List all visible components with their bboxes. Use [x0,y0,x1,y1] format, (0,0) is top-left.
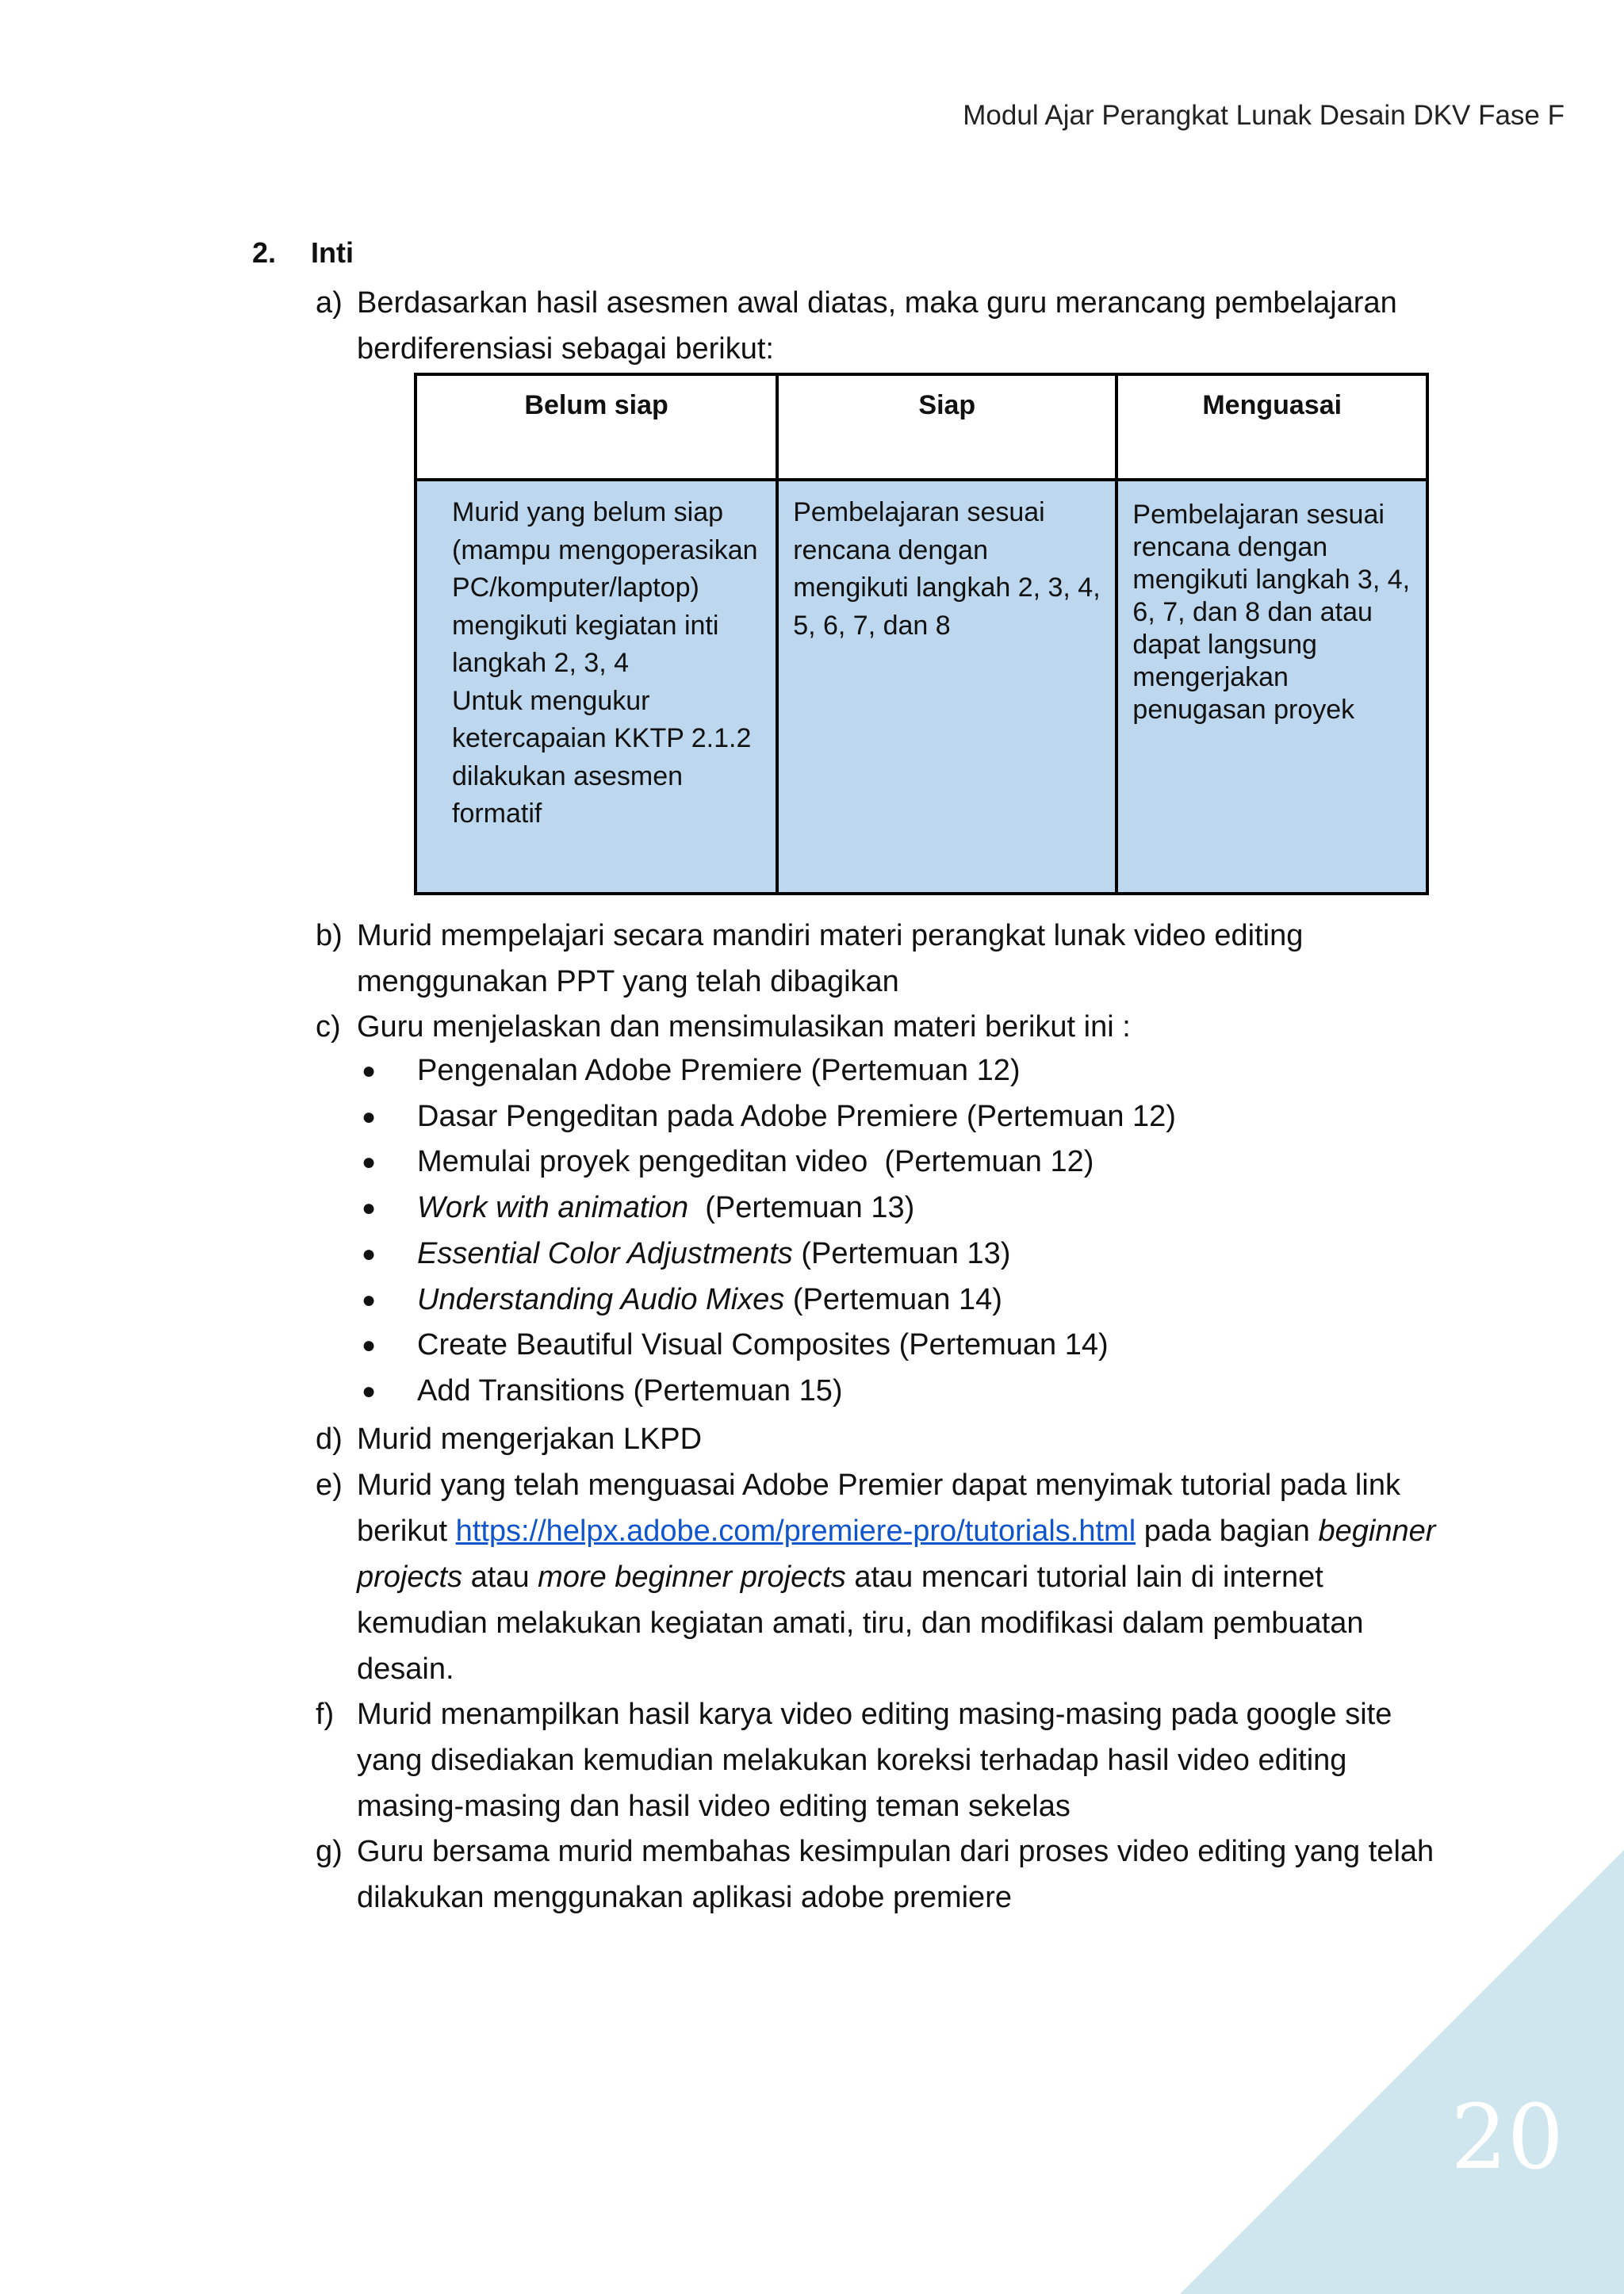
item-g [316,1829,1442,1921]
header-title: Modul Ajar Perangkat Lunak Desain DKV Fase F [963,100,1565,131]
list-item: ● Memulai proyek pengeditan video (Pertemuan 12) [357,1139,1176,1185]
item-a [316,280,1442,372]
bullet-icon: ● [362,1149,377,1176]
item-text: Guru menjelaskan dan mensimulasikan materi berikut ini : [357,1010,1131,1044]
item-letter: g) [316,1835,343,1868]
list-item: ● Essential Color Adjustments (Pertemuan 13) [357,1231,1176,1277]
item-letter: c) [316,1010,341,1044]
item-letter: a) [316,286,343,320]
cell-belum-siap: Murid yang belum siap (mampu mengoperasikan PC/komputer/laptop) mengikuti kegiatan inti langkah 2, 3, 4 Untuk mengukur ketercapaian KKTP 2.1.2 dilakukan asesmen formatif [416,480,777,894]
tutorial-link[interactable]: https://helpx.adobe.com/premiere-pro/tutorials.html [455,1515,1136,1548]
table-row [416,480,1427,894]
bullet-icon: ● [362,1195,377,1222]
item-text: Guru bersama murid membahas kesimpulan dari proses video editing yang telah dilakukan menggunakan aplikasi adobe premiere [357,1835,1434,1914]
table-header-row [416,374,1427,480]
differentiation-table [414,373,1429,895]
header-belum-siap: Belum siap [416,374,777,480]
item-letter: f) [316,1698,335,1731]
header-menguasai: Menguasai [1116,374,1427,480]
item-text: Murid mengerjakan LKPD [357,1423,703,1456]
bullet-icon: ● [362,1286,377,1313]
section-heading [252,236,354,270]
list-item: ● Create Beautiful Visual Composites (Pertemuan 14) [357,1323,1176,1369]
item-d [316,1416,1442,1462]
list-item: ● Work with animation (Pertemuan 13) [357,1185,1176,1231]
list-item: ● Pengenalan Adobe Premiere (Pertemuan 12) [357,1048,1176,1094]
cell-siap: Pembelajaran sesuai rencana dengan mengikuti langkah 2, 3, 4, 5, 6, 7, dan 8 [777,480,1116,894]
section-title: Inti [311,236,354,269]
bullet-icon: ● [362,1332,377,1359]
header-siap: Siap [777,374,1116,480]
bullet-icon: ● [362,1058,377,1084]
item-text: Murid yang telah menguasai Adobe Premier dapat menyimak tutorial pada link berikut https://helpx.adobe.com/premiere-pro/tutorials.html pada bagian beginner projects atau more beginner projects atau mencari tutorial lain di internet kemudian melakukan kegiatan amati, tiru, dan modifikasi dalam pembuatan desain. [357,1469,1436,1686]
cell-menguasai: Pembelajaran sesuai rencana dengan mengikuti langkah 3, 4, 6, 7, dan 8 dan atau dapat langsung mengerjakan penugasan proyek [1116,480,1427,894]
item-b [316,913,1442,1005]
item-e [316,1462,1442,1692]
page-number: 20 [1450,2086,1564,2189]
item-text: Berdasarkan hasil asesmen awal diatas, maka guru merancang pembelajaran berdiferensiasi sebagai berikut: [357,286,1397,366]
item-text: Murid mempelajari secara mandiri materi perangkat lunak video editing menggunakan PPT yang telah dibagikan [357,919,1304,998]
list-item: ● Dasar Pengeditan pada Adobe Premiere (Pertemuan 12) [357,1094,1176,1140]
bullet-icon: ● [362,1240,377,1267]
bullet-icon: ● [362,1103,377,1130]
item-letter: d) [316,1423,343,1456]
item-letter: e) [316,1469,343,1502]
item-c [316,1004,1442,1050]
item-text: Murid menampilkan hasil karya video editing masing-masing pada google site yang disediakan kemudian melakukan koreksi terhadap hasil video editing masing-masing dan hasil video editing teman sekelas [357,1698,1392,1823]
list-item: ● Understanding Audio Mixes (Pertemuan 14) [357,1277,1176,1323]
bullet-icon: ● [362,1377,377,1404]
item-f [316,1691,1442,1829]
section-number: 2. [252,236,277,269]
list-item: ● Add Transitions (Pertemuan 15) [357,1369,1176,1415]
topic-list [357,1048,1176,1415]
item-letter: b) [316,919,343,952]
